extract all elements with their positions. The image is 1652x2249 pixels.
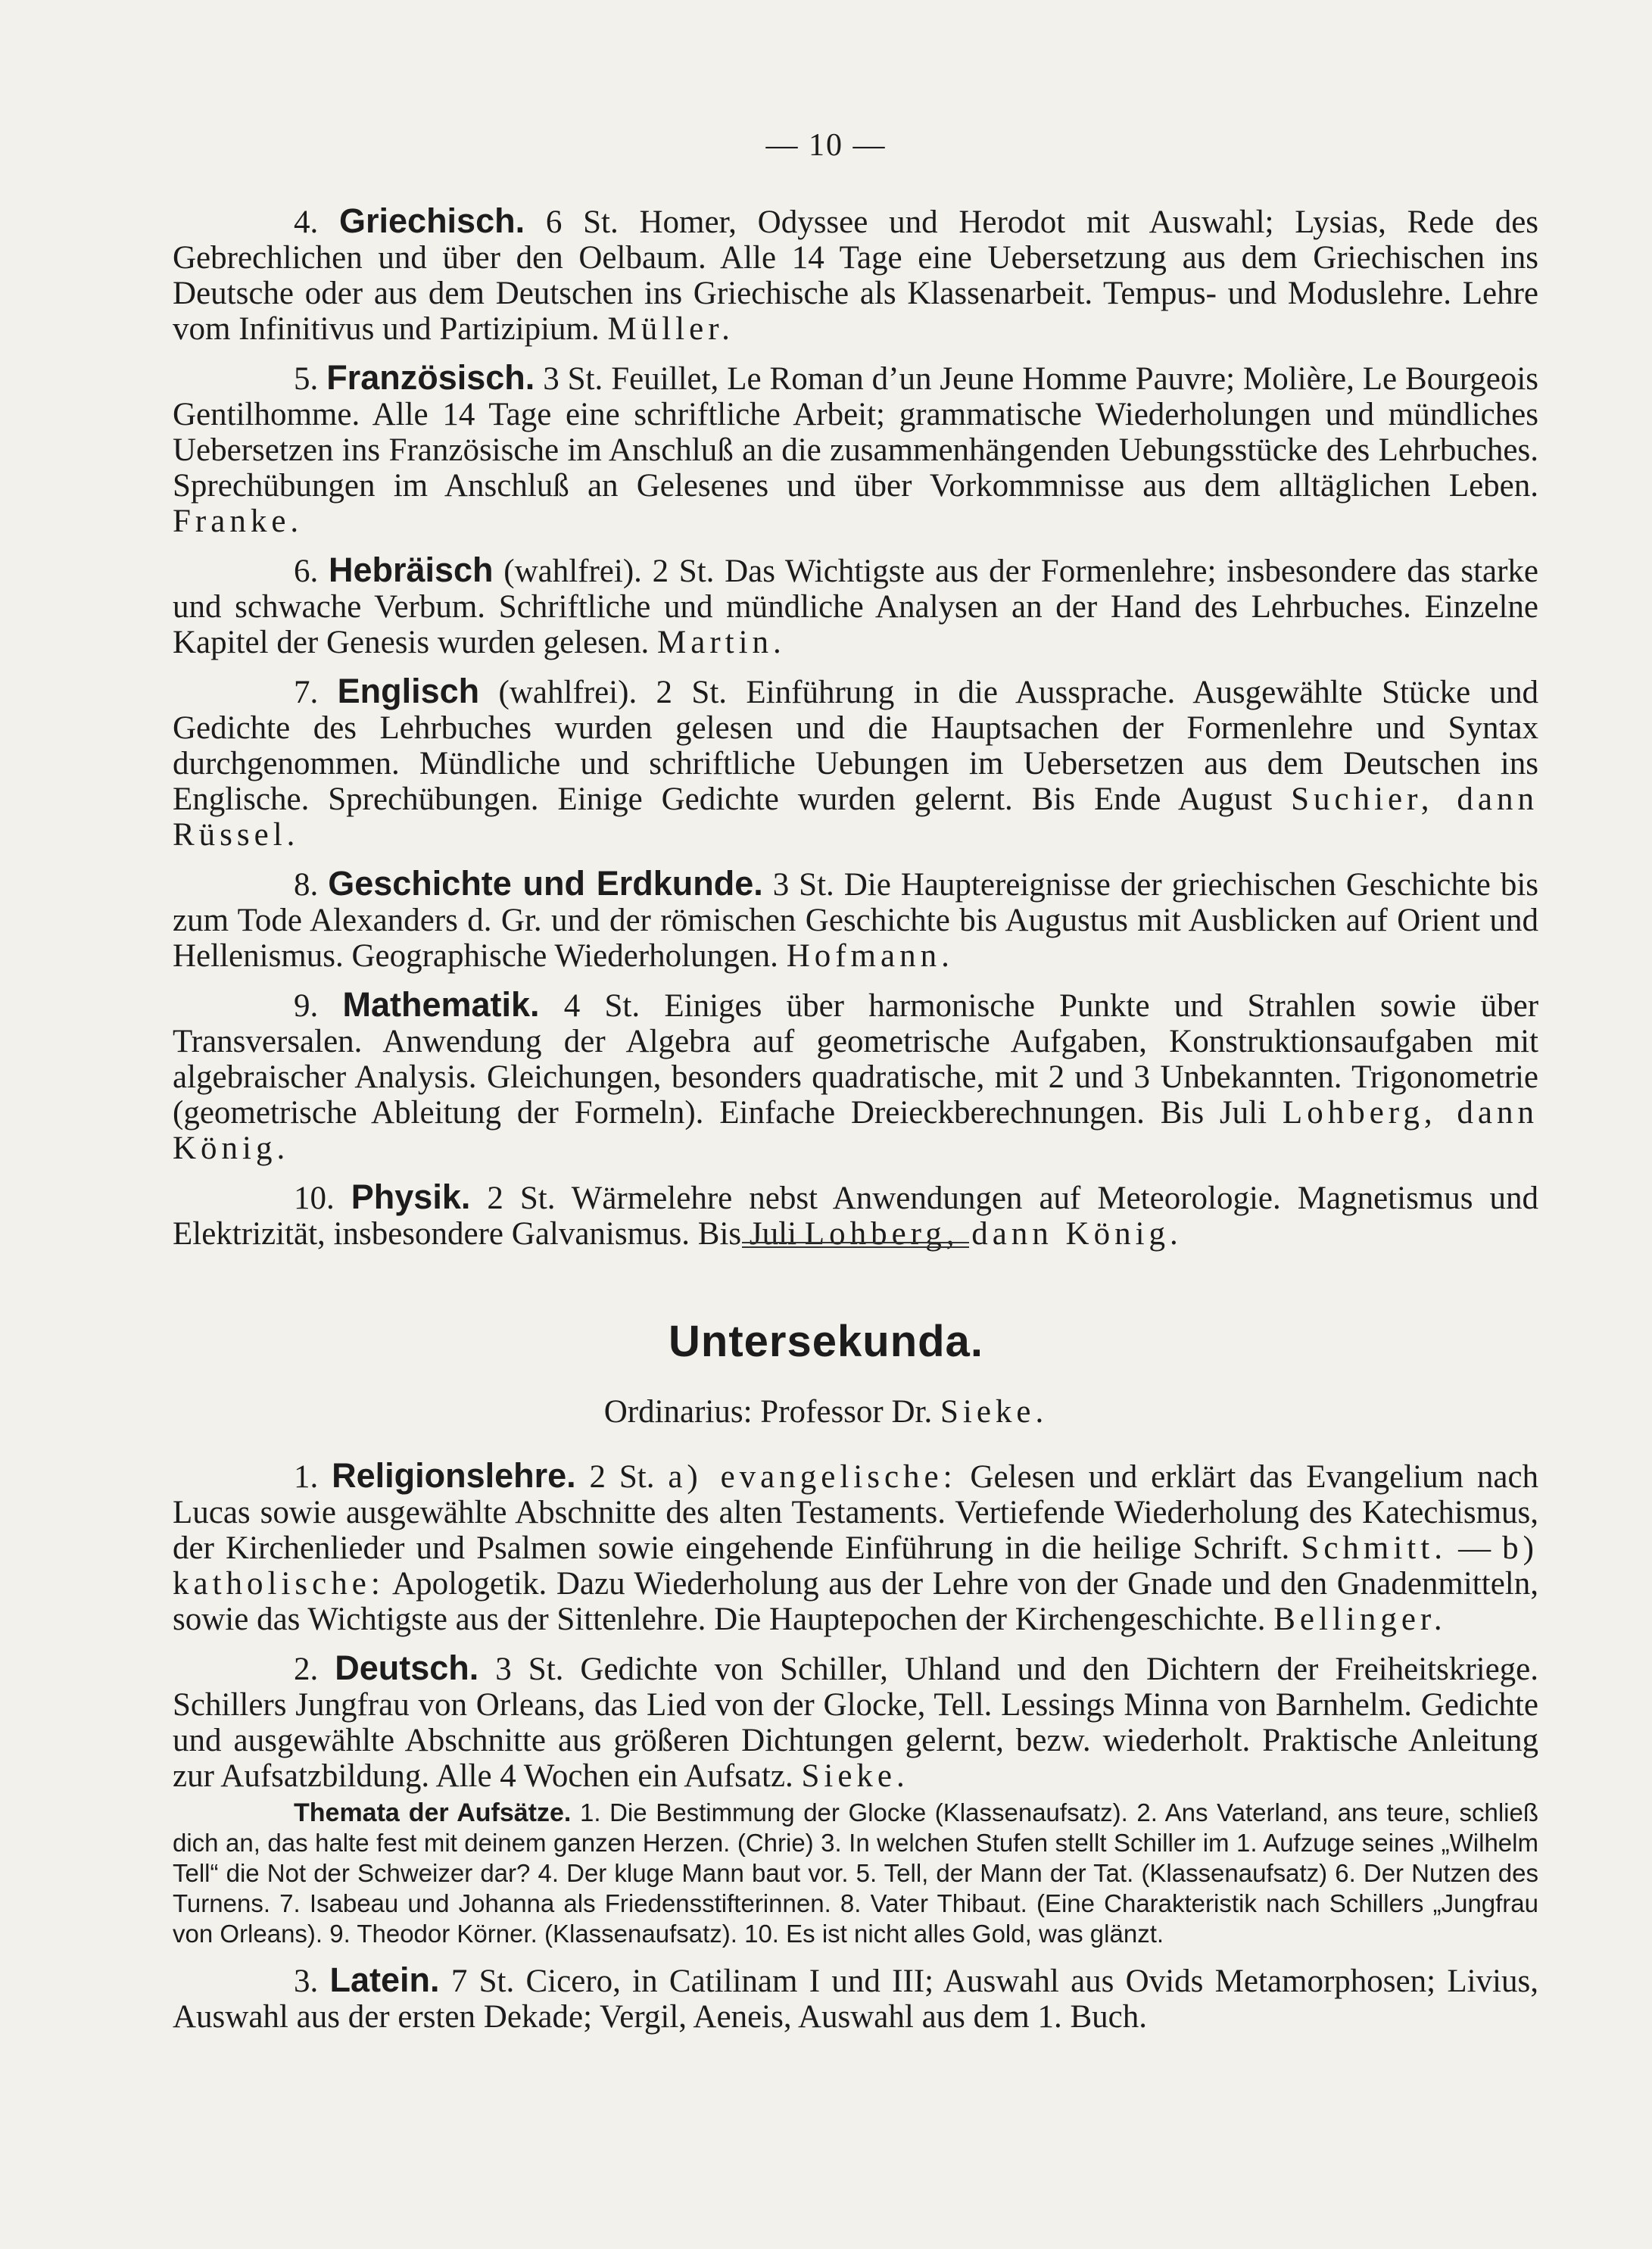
subject-title: Geschichte und Erdkunde. [328,864,763,903]
teacher-name: Schmitt. [1301,1530,1447,1566]
subject-title: Griechisch. [339,201,525,240]
entry-griechisch: 4. Griechisch. 6 St. Homer, Odyssee und Herodot mit Auswahl; Lysias, Rede des Gebrechlichen und über den Oelbaum. Alle 14 Tage eine Uebersetzung aus dem Griechischen ins Deutsche oder aus dem Deutschen ins Griechische als Klassenarbeit. Tempus- und Moduslehre. Lehre vom Infinitivus und Partizipium. Müller. [173,201,1539,347]
subject-title: Französisch. [326,358,535,397]
subject-title: Physik. [351,1178,471,1216]
ordinarius-name: Sieke. [940,1394,1049,1430]
entry-englisch: 7. Englisch (wahlfrei). 2 St. Einführung in die Aussprache. Ausgewählte Stücke und Gedichte des Lehrbuches wurden gelesen und die Hauptsachen der Formenlehre und Syntax durchgenommen. Mündliche und schriftliche Uebungen im Uebersetzen aus dem Deutschen ins Englische. Sprechübungen. Einige Gedichte wurden gelernt. Bis Ende August Suchier, dann Rüssel. [173,672,1539,853]
teacher-name: Sieke. [801,1758,909,1794]
subject-title: Religionslehre. [332,1456,576,1495]
ordinarius-line: Ordinarius: Professor Dr. Sieke. [603,1394,1049,1430]
teacher-name: Müller. [607,311,734,347]
entry-physik: 10. Physik. 2 St. Wärmelehre nebst Anwendungen auf Meteorologie. Magnetismus und Elektrizität, insbesondere Galvanismus. Bis Juli Lohberg, dann König. [173,1178,1538,1252]
teacher-name: Lohberg, dann König. [804,1216,1183,1252]
subject-title: Deutsch. [335,1649,479,1687]
entry-deutsch: 2. Deutsch. 3 St. Gedichte von Schiller, Uhland und den Dichtern der Freiheitskriege. Schillers Jungfrau von Orleans, das Lied von der Glocke, Tell. Lessings Minna von Barnhelm. Gedichte und ausgewählte Abschnitte aus größeren Dichtungen gelernt, bezw. wiederholt. Praktische Anleitung zur Aufsatzbildung. Alle 4 Wochen ein Aufsatz. Sieke. [173,1649,1539,1794]
entry-religionslehre: 1. Religionslehre. 2 St. a) evangelische: Gelesen und erklärt das Evangelium nach Lucas sowie ausgewählte Abschnitte des alten Testaments. Vertiefende Wiederholung des Katechismus, der Kirchenlieder und Psalmen sowie eingehende Einführung in die heilige Schrift. Schmitt. — b) katholische: Apologetik. Dazu Wiederholung aus der Lehre von der Gnade und den Gnadenmitteln, sowie das Wichtigste aus der Sittenlehre. Die Hauptepochen der Kirchengeschichte. Bellinger. [173,1456,1539,1637]
subject-title: Latein. [329,1960,440,1999]
themata-list: Themata der Aufsätze. 1. Die Bestimmung der Glocke (Klassenaufsatz). 2. Ans Vaterland, ans teure, schließ dich an, das halte fest mit deinem ganzen Herzen. (Chrie) 3. In welchen Stufen stellt Schiller im 1. Aufzuge seines „Wilhelm Tell“ die Not der Schweizer dar? 4. Der kluge Mann baut vor. 5. Tell, der Mann der Tat. (Klassenaufsatz) 6. Der Nutzen des Turnens. 7. Isabeau und Johanna als Friedensstifterinnen. 8. Vater Thibaut. (Eine Charakteristik nach Schillers „Jungfrau von Orleans). 9. Theodor Körner. (Klassenaufsatz). 10. Es ist nicht alles Gold, was glänzt. [173,1798,1538,1948]
page-number: — 10 — [765,128,887,163]
entry-franzoesisch: 5. Französisch. 3 St. Feuillet, Le Roman d’un Jeune Homme Pauvre; Molière, Le Bourgeois Gentilhomme. Alle 14 Tage eine schriftliche Arbeit; grammatische Wiederholungen und mündliches Uebersetzen ins Französische im Anschluß an die zusammenhängenden Uebungsstücke des Lehrbuches. Sprechübungen im Anschluß an Gelesenes und über Vorkommnisse aus dem alltäglichen Leben. Franke. [173,358,1539,539]
teacher-name: Suchier, dann Rüssel. [173,781,1539,853]
entry-latein: 3. Latein. 7 St. Cicero, in Catilinam I und III; Auswahl aus Ovids Metamorphosen; Livius, Auswahl aus der ersten Dekade; Vergil, Aeneis, Auswahl aus dem 1. Buch. [173,1960,1538,2035]
teacher-name: Franke. [173,504,304,539]
section-obersekunda-continued [173,203,1538,1265]
section-untersekunda [173,1458,1538,2048]
subject-title: Mathematik. [342,985,540,1024]
section-heading: Untersekunda. [669,1317,983,1366]
teacher-name: Hofmann. [786,938,954,974]
entry-geschichte: 8. Geschichte und Erdkunde. 3 St. Die Hauptereignisse der griechischen Geschichte bis zum Tode Alexanders d. Gr. und der römischen Geschichte bis Augustus mit Ausblicken auf Orient und Hellenismus. Geographische Wiederholungen. Hofmann. [173,864,1539,974]
teacher-name: Bellinger. [1273,1602,1447,1637]
teacher-name: Martin. [657,625,786,660]
teacher-name: Lohberg, dann König. [173,1095,1539,1166]
section-divider [742,1242,969,1248]
themata-label: Themata der Aufsätze. [294,1798,572,1827]
entry-mathematik: 9. Mathematik. 4 St. Einiges über harmonische Punkte und Strahlen sowie über Transversalen. Anwendung der Algebra auf geometrische Aufgaben, Konstruktionsaufgaben mit algebraischer Analysis. Gleichungen, besonders quadratische, mit 2 und 3 Unbekannten. Trigonometrie (geometrische Ableitung der Formeln). Einfache Dreieckberechnungen. Bis Juli Lohberg, dann König. [173,985,1539,1166]
subject-title: Hebräisch [328,551,494,589]
entry-hebraeisch: 6. Hebräisch (wahlfrei). 2 St. Das Wichtigste aus der Formenlehre; insbesondere das starke und schwache Verbum. Schriftliche und mündliche Analysen an der Hand des Lehrbuches. Einzelne Kapitel der Genesis wurden gelesen. Martin. [173,551,1539,660]
subject-title: Englisch [337,672,480,710]
